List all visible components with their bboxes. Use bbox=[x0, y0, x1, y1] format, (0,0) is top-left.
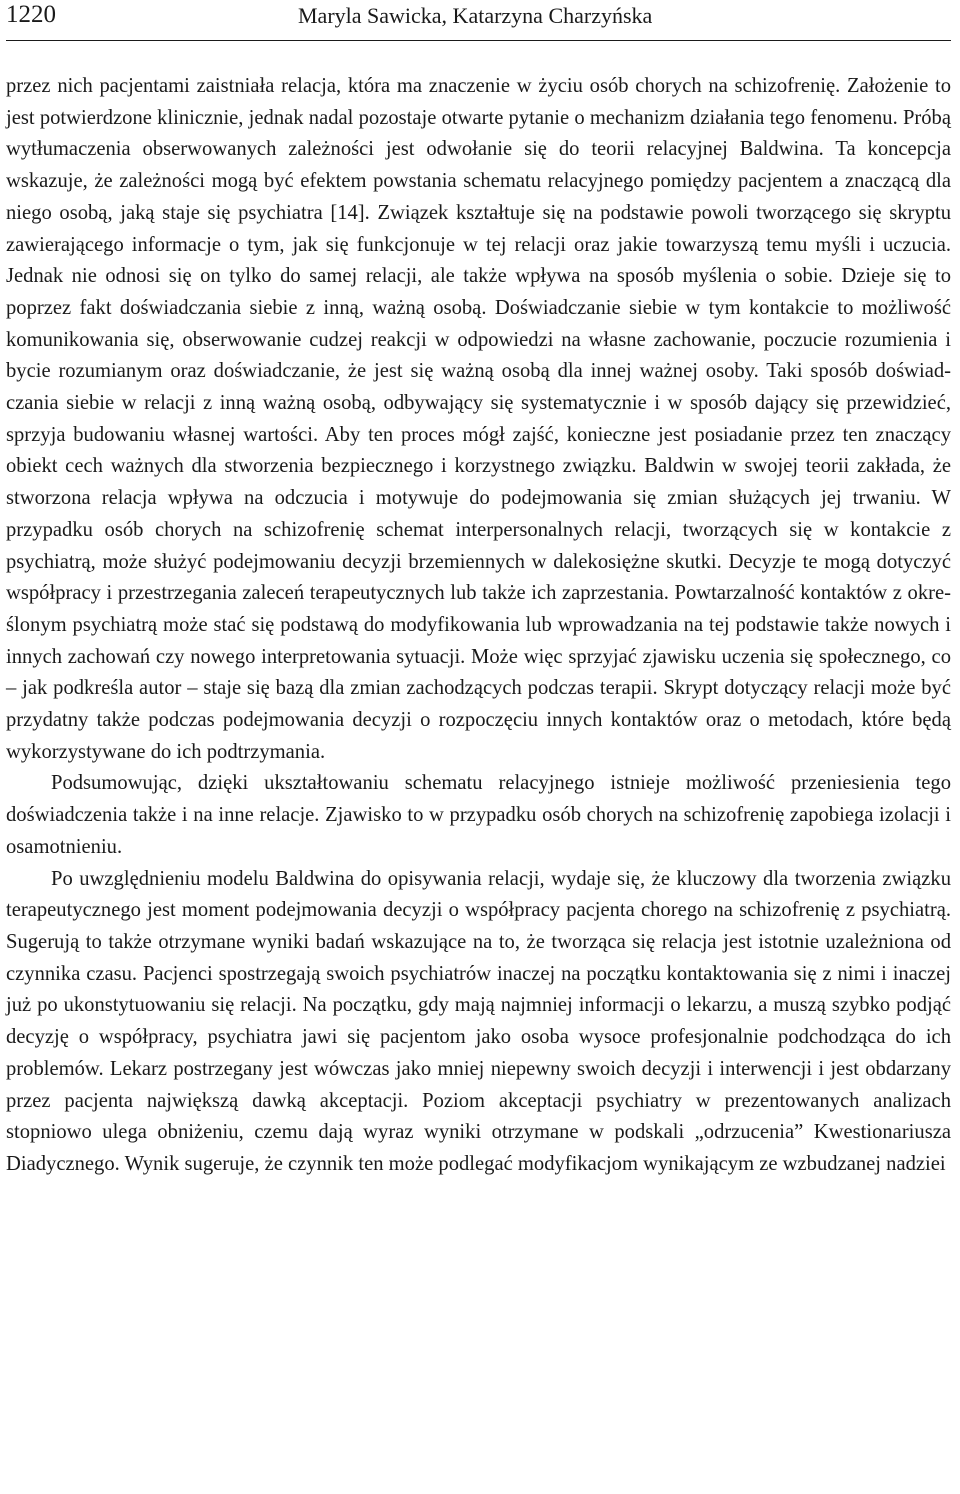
paragraph: Po uwzględnieniu modelu Baldwina do opisywania relacji, wydaje się, że kluczowy dla tworzenia związku terapeutycznego jest moment podejmowania decyzji o współpracy pacjenta chorego na schizofrenię z psychiatrą. Sugerują to także otrzymane wyniki badań wskazujące na to, że tworząca się relacja jest istotnie uzależniona od czynnika czasu. Pacjenci spostrzegają swoich psychiatrów inaczej na początku kontaktowania się z nimi i inaczej już po ukonstytuowaniu się relacji. Na początku, gdy mają najmniej informacji o lekarzu, a muszą szybko podjąć decyzję o współpracy, psychiatra jawi się pacjentom jako osoba wysoce profesjonalnie podchodząca do ich problemów. Lekarz postrzegany jest wówczas jako mniej niepewny swoich decyzji i interwencji i jest obdarzany przez pacjenta największą dawką akceptacji. Poziom akceptacji psychiatry w prezentowanych analizach stopniowo ulega obniżeniu, czemu dają wyraz wyniki otrzymane w podskali „odrzucenia” Kwestionariusza Diadycznego. Wynik sugeruje, że czynnik ten może podlegać modyfikacjom wynikającym ze wzbudzanej nadziei bbox=[6, 867, 951, 1175]
page-header bbox=[6, 0, 951, 41]
paragraph: Podsumowując, dzięki ukształtowaniu schematu relacyjnego istnieje możliwość przeniesienia tego doświadczenia także i na inne relacje. Zjawisko to w przypadku osób chorych na schizofrenię zapobiega izolacji i osamotnieniu. bbox=[6, 772, 951, 858]
paragraph: przez nich pacjentami zaistniała relacja, która ma znaczenie w życiu osób chorych na schizofrenię. Założenie to jest potwierdzone klinicznie, jednak nadal pozostaje otwarte pytanie o mechanizm działania tego fenomenu. Próbą wytłumaczenia obserwowanych zależności jest odwołanie się do teorii relacyjnej Baldwina. Ta koncepcja wskazuje, że zależności mogą być efektem powstania schematu relacyjnego pomiędzy pacjentem a znaczącą dla niego osobą, jaką staje się psychiatra [14]. Związek kształtuje się na podstawie powoli tworzącego się skryptu zawierającego informacje o tym, jak się funkcjonuje w tej relacji oraz jakie towarzyszą temu myśli i uczucia. Jednak nie odnosi się on tylko do samej relacji, ale także wpływa na sposób myślenia o sobie. Dzieje się to poprzez fakt doświadczania siebie z inną, ważną osobą. Doświadczanie siebie w tym kontakcie to możliwość komunikowania się, obserwowanie cudzej reakcji w odpowiedzi na własne zachowanie, poczucie rozumienia i bycie rozumianym oraz doświadczanie, że jest się ważną osobą dla innej ważnej osoby. Taki sposób doświadczania siebie w relacji z inną ważną osobą, odbywający się systematycznie i w sposób dający się przewidzieć, sprzyja budowaniu własnej wartości. Aby ten proces mógł zajść, konieczne jest posiadanie przez ten znaczący obiekt cech ważnych dla stworzenia bezpiecznego i korzystnego związku. Baldwin w swojej teorii zakłada, że stworzona relacja wpływa na odczucia i motywuje do podejmowania się zmian służących jej trwaniu. W przypadku osób chorych na schizofrenię schemat interpersonalnych relacji, tworzących się w kontakcie z psychiatrą, może służyć podejmowaniu decyzji brzemiennych w dalekosiężne skutki. Decyzje te mogą dotyczyć współpracy i przestrzegania zaleceń terapeutycznych lub także ich zaprzestania. Powtarzalność kontaktów z określonym psychiatrą może stać się podstawą do modyfikowania lub wprowadzania na tej podstawie także nowych i innych zachowań czy nowego interpretowania sytuacji. Może więc sprzyjać zjawisku uczenia się społecznego, co – jak podkreśla autor – staje się bazą dla zmian zachodzących podczas terapii. Skrypt dotyczący relacji może być przydatny także podczas podejmowania decyzji o rozpoczęciu innych kontaktów oraz o metodach, które będą wykorzystywane do ich podtrzymania. bbox=[6, 75, 951, 763]
page-number: 1220 bbox=[6, 1, 56, 28]
running-head-authors: Maryla Sawicka, Katarzyna Charzyńska bbox=[298, 3, 653, 28]
body-text bbox=[6, 71, 951, 1181]
page bbox=[6, 0, 951, 1181]
